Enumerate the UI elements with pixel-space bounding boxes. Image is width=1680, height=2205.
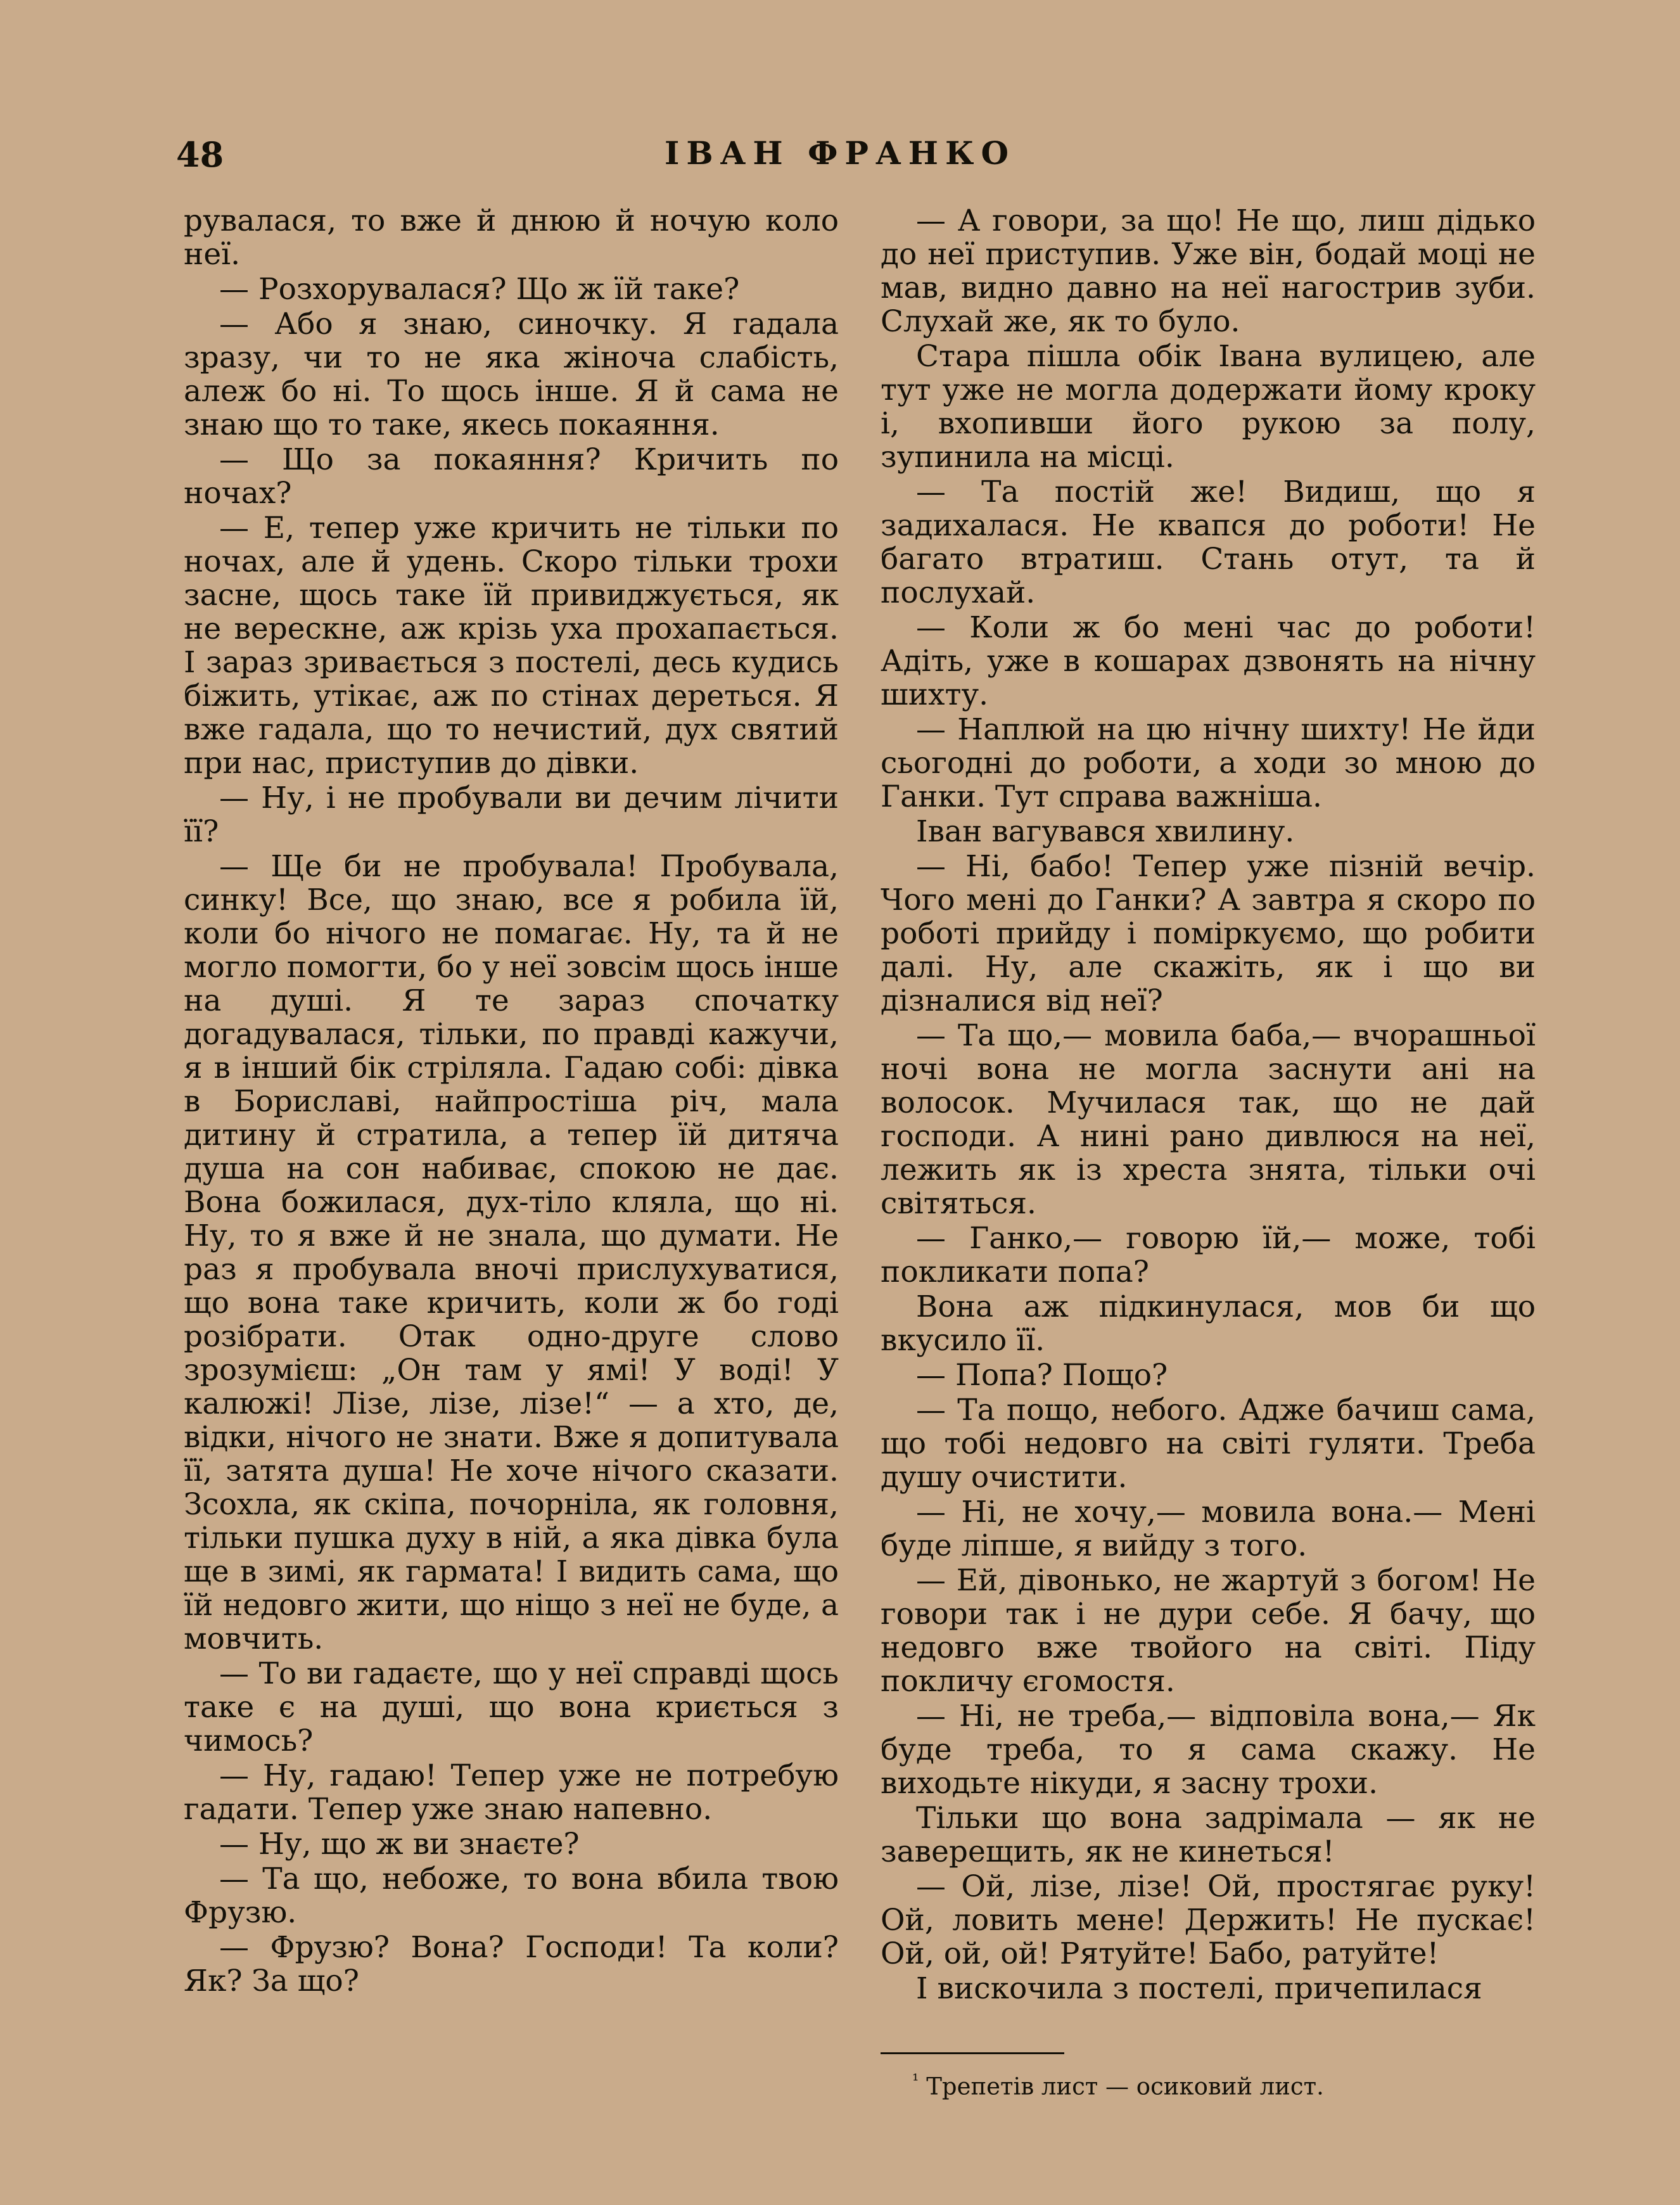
- paragraph: Іван вагувався хвилину.: [916, 814, 1295, 849]
- paragraph: — Ну, гадаю! Тепер уже не потребую гадати. Тепер уже знаю напевно.: [184, 1758, 839, 1827]
- paragraph: — Ей, дівонько, не жартуй з богом! Не говори так і не дури себе. Я бачу, що недовго вже твойого на світі. Піду покличу єгомостя.: [881, 1563, 1536, 1699]
- paragraph: — Наплюй на цю нічну шихту! Не йди сьогодні до роботи, а ходи зо мною до Ганки. Тут справа важніша.: [881, 712, 1536, 814]
- paragraph: — Розхорувалася? Що ж їй таке?: [219, 272, 740, 307]
- paragraph: — Фрузю? Вона? Господи! Та коли? Як? За що?: [184, 1930, 839, 1998]
- footnote: [912, 2067, 1533, 2100]
- footnote-marker: ¹: [912, 2071, 919, 2090]
- paragraph: — Ні, не треба,— відповіла вона,— Як буде треба, то я сама скажу. Не виходьте нікуди, я засну трохи.: [881, 1699, 1536, 1801]
- paragraph: Стара пішла обік Івана вулицею, але тут уже не могла додержати йому кроку і, вхопивши його рукою за полу, зупинила на місці.: [881, 339, 1536, 475]
- running-title: ІВАН ФРАНКО: [664, 134, 1016, 172]
- left-column: [184, 204, 839, 1999]
- paragraph: Тільки що вона задрімала — як не заверещить, як не кинеться!: [881, 1801, 1536, 1869]
- paragraph: — То ви гадаєте, що у неї справді щось таке є на душі, що вона криється з чимось?: [184, 1656, 839, 1758]
- right-column: [881, 204, 1536, 2007]
- paragraph: І вискочила з постелі, причепилася: [916, 1971, 1482, 2006]
- paragraph: — А говори, за що! Не що, лиш дідько до неї приступив. Уже він, бодай моці не мав, видно давно на неї нагострив зуби. Слухай же, як то було.: [881, 203, 1536, 339]
- paragraph: — Е, тепер уже кричить не тільки по ночах, але й удень. Скоро тільки трохи засне, щось таке їй привиджується, як не верескне, аж крізь уха прохапається. І зараз зривається з постелі, десь кудись біжить, утікає, аж по стінах дереться. Я вже гадала, що то нечистий, дух святий при нас, приступив до дівки.: [184, 511, 839, 781]
- footnote-text: Трепетів лист — осиковий лист.: [926, 2073, 1324, 2100]
- paragraph: — Та що, небоже, то вона вбила твою Фрузю.: [184, 1862, 839, 1930]
- paragraph: — Ще би не пробувала! Пробувала, синку! Все, що знаю, все я робила їй, коли бо нічого не помагає. Ну, та й не могло помогти, бо у неї зовсім щось інше на душі. Я те зараз спочатку догадувалася, тільки, по правді кажучи, я в інший бік стріляла. Гадаю собі: дівка в Бориславі, найпростіша річ, мала дитину й стратила, а тепер їй дитяча душа на сон набиває, спокою не дає. Вона божилася, дух-тіло кляла, що ні. Ну, то я вже й не знала, що думати. Не раз я пробувала вночі прислухуватися, що вона таке кричить, коли ж бо годі розібрати. Отак одно-друге слово зрозумієш: „Он там у ямі! У воді! У калюжі! Лізе, лізе, лізе!“ — а хто, де, відки, нічого не знати. Вже я допитувала її, затята душа! Не хоче нічого сказати. Зсохла, як скіпа, почорніла, як головня, тільки пушка духу в ній, а яка дівка була ще в зимі, як гармата! І видить сама, що їй недовго жити, що ніщо з неї не буде, а мовчить.: [184, 849, 839, 1656]
- paragraph: Вона аж підкинулася, мов би що вкусило її.: [881, 1289, 1536, 1358]
- paragraph: — Або я знаю, синочку. Я гадала зразу, чи то не яка жіноча слабість, алеж бо ні. То щось інше. Я й сама не знаю що то таке, якесь покаяння.: [184, 307, 839, 442]
- paragraph: — Ну, і не пробували ви дечим лічити її?: [184, 781, 839, 849]
- paragraph: — Ой, лізе, лізе! Ой, простягає руку! Ой, ловить мене! Держить! Не пускає! Ой, ой, ой! Рятуйте! Бабо, ратуйте!: [881, 1869, 1536, 1971]
- paragraph: — Та пощо, небого. Адже бачиш сама, що тобі недовго на світі гуляти. Треба душу очистити.: [881, 1393, 1536, 1495]
- paragraph: рувалася, то вже й днюю й ночую коло неї.: [184, 203, 839, 272]
- paragraph: — Попа? Пощо?: [916, 1358, 1168, 1393]
- paragraph: — Ганко,— говорю їй,— може, тобі покликати попа?: [881, 1221, 1536, 1289]
- paragraph: — Що за покаяння? Кричить по ночах?: [184, 442, 839, 511]
- page-number: 48: [176, 134, 224, 175]
- paragraph: — Та що,— мовила баба,— вчорашньої ночі вона не могла заснути ані на волосок. Мучилася так, що не дай господи. А нині рано дивлюся на неї, лежить як із хреста знята, тільки очі світяться.: [881, 1018, 1536, 1221]
- footnote-divider: [881, 2052, 1064, 2054]
- paragraph: — Ні, бабо! Тепер уже пізній вечір. Чого мені до Ганки? А завтра я скоро по роботі прийду і поміркуємо, що робити далі. Ну, але скажіть, як і що ви дізналися від неї?: [881, 849, 1536, 1018]
- paragraph: — Та постій же! Видиш, що я задихалася. Не квапся до роботи! Не багато втратиш. Стань отут, та й послухай.: [881, 475, 1536, 610]
- paragraph: — Коли ж бо мені час до роботи! Адіть, уже в кошарах дзвонять на нічну шихту.: [881, 610, 1536, 712]
- paragraph: — Ну, що ж ви знаєте?: [219, 1827, 580, 1862]
- paragraph: — Ні, не хочу,— мовила вона.— Мені буде ліпше, я вийду з того.: [881, 1495, 1536, 1563]
